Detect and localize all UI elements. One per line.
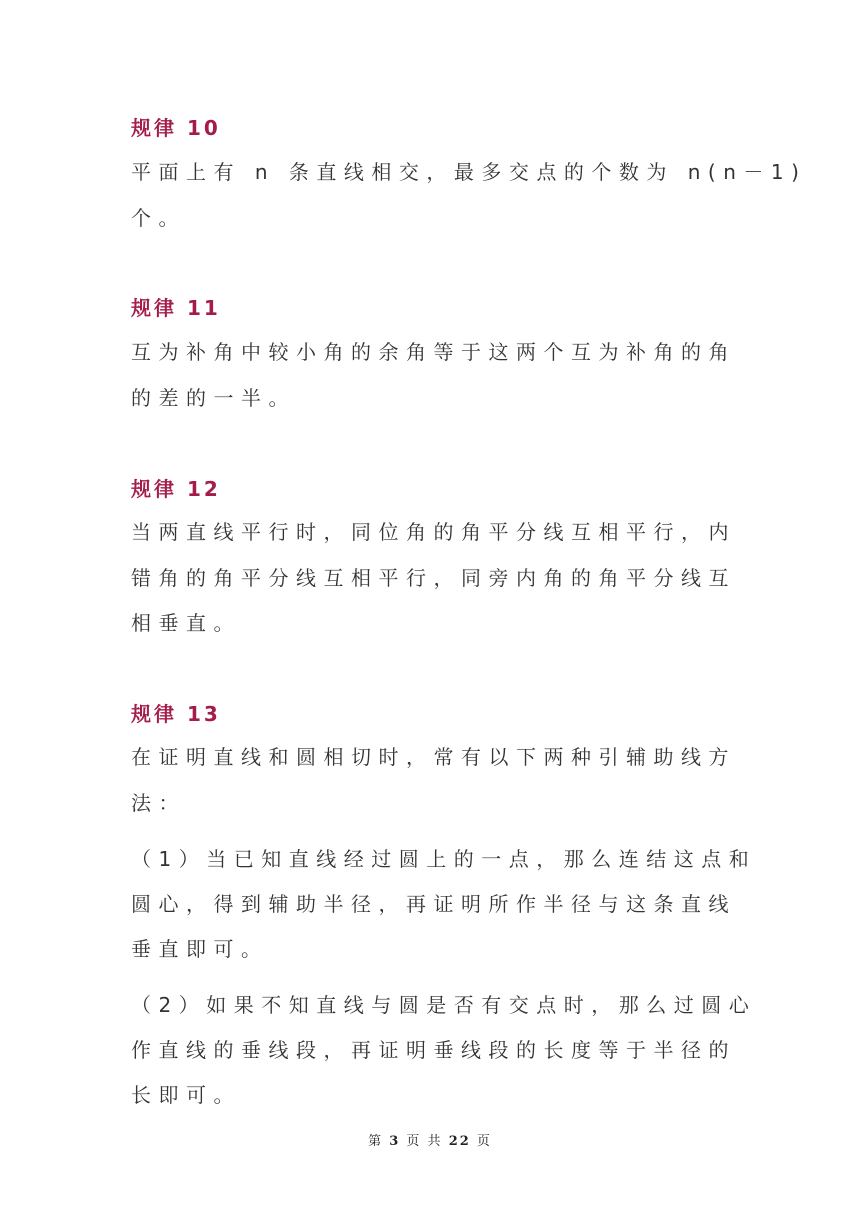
section-10-line-2: 个。: [131, 206, 186, 230]
section-13-item-2-line-3: 长即可。: [131, 1083, 241, 1107]
section-11-line-1: 互为补角中较小角的余角等于这两个互为补角的角: [131, 340, 736, 364]
section-13-item-2-line-2: 作直线的垂线段，再证明垂线段的长度等于半径的: [131, 1038, 736, 1062]
section-13-item-1-line-2: 圆心，得到辅助半径，再证明所作半径与这条直线: [131, 892, 736, 916]
footer-prefix: 第: [368, 1134, 384, 1149]
footer-total-pages: 22: [448, 1134, 471, 1149]
section-10-line-1: 平面上有 n 条直线相交，最多交点的个数为 n(n－1): [131, 160, 807, 184]
page-footer: [0, 1130, 860, 1149]
section-heading-12: 规律 12: [131, 477, 221, 501]
section-12-line-3: 相垂直。: [131, 611, 241, 635]
section-12-line-2: 错角的角平分线互相平行，同旁内角的角平分线互: [131, 566, 736, 590]
footer-suffix: 页: [476, 1134, 492, 1149]
section-heading-11: 规律 11: [131, 296, 221, 320]
section-heading-10: 规律 10: [131, 116, 221, 140]
section-13-item-1-line-1: （1）当已知直线经过圆上的一点，那么连结这点和: [131, 847, 757, 871]
section-13-item-2-line-1: （2）如果不知直线与圆是否有交点时，那么过圆心: [131, 993, 757, 1017]
footer-middle: 页 共: [406, 1134, 443, 1149]
section-13-line-1: 在证明直线和圆相切时，常有以下两种引辅助线方: [131, 745, 736, 769]
section-13-line-2: 法：: [131, 791, 186, 815]
section-13-item-1-line-3: 垂直即可。: [131, 937, 269, 961]
section-heading-13: 规律 13: [131, 702, 221, 726]
section-12-line-1: 当两直线平行时，同位角的角平分线互相平行，内: [131, 520, 736, 544]
footer-current-page: 3: [389, 1134, 401, 1149]
section-11-line-2: 的差的一半。: [131, 386, 296, 410]
